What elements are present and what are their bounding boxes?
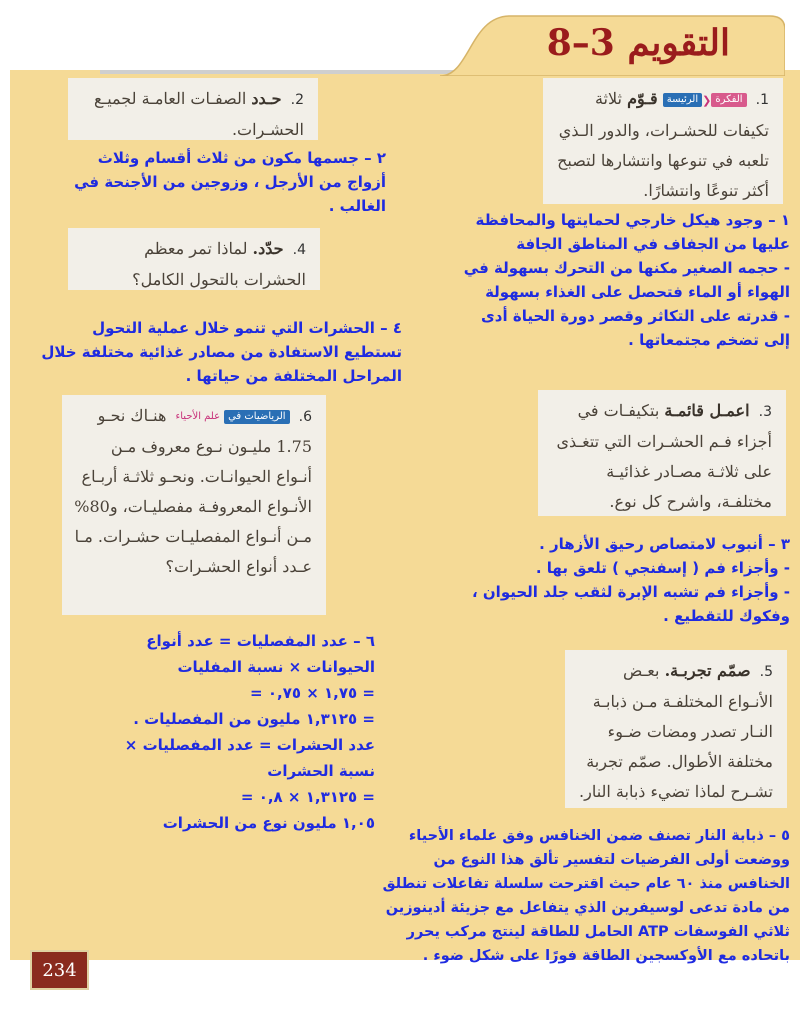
biology-badge: علم الأحياء: [175, 410, 221, 422]
question-6: [62, 395, 326, 615]
question-1: [543, 78, 783, 204]
question-text: بعـض الأنـواع المختلفـة مـن ذبابـة النـار تصدر ومضات ضـوء مختلفة الأطوال. صمّم تجربة تشـرح لماذا تضيء ذبابة النار.: [579, 661, 773, 801]
answer-1: ١ – وجود هيكل خارجي لحمايتها والمحافظة عليها من الجفاف في المناطق الجافة - حجمه الصغير مكنها من التحرك بسهولة في الهواء أو الماء فتحصل على الغذاء بسهولة - قدرته على التكاثر وقصر دورة الحياة أدى إلى تضخم مجتمعاتها .: [463, 211, 790, 349]
main-idea-badge: الفكرة: [711, 93, 746, 107]
chevron-left-icon: ❮: [702, 94, 712, 107]
question-text: الصفـات العامـة لجميـع الحشـرات.: [94, 89, 304, 139]
question-number: 4.: [292, 242, 306, 258]
question-verb: صمّم تجربـة.: [664, 661, 751, 680]
main-idea-badge-2: الرئيسة: [663, 93, 702, 107]
page-title: التقويم 3–8: [546, 22, 730, 64]
answer-6: ٦ – عدد المفصليات = عدد أنواع الحيوانات × نسبة المفليات = ١,٧٥ × ٠,٧٥ = = ١,٣١٢٥ مليون من المفصليات . عدد الحشرات = عدد المفصليات × نسبة الحشرات = ١,٣١٢٥ × ٠,٨ = ١,٠٥ مليون نوع من الحشرات: [124, 632, 375, 832]
page-number: 234: [30, 950, 89, 990]
math-in-biology-badge: الرياضيات في: [224, 410, 289, 424]
question-verb: قـوّم: [627, 89, 658, 108]
answer-3: ٣ – أنبوب لامتصاص رحيق الأزهار . - وأجزاء فم ( إسفنجي ) تلعق بها . - وأجزاء فم تشبه الإبرة لثقب جلد الحيوان ، وفكوك للتقطيع .: [471, 535, 790, 625]
question-text: ثلاثة تكيفات للحشـرات، والدور الـذي تلعبه في تنوعها وانتشارها لتصبح أكثر تنوعًا وانتشارًا.: [557, 89, 769, 200]
question-number: 3.: [758, 404, 772, 420]
question-number: 1.: [755, 92, 769, 108]
question-verb: اعمـل قائمـة: [664, 401, 750, 420]
answer-4: ٤ – الحشرات التي تنمو خلال عملية التحول تستطيع الاستفادة من مصادر غذائية مختلفة خلال المراحل المختلفة من حياتها .: [41, 319, 402, 385]
question-verb: حدّد.: [252, 239, 284, 258]
answer-2: ٢ – جسمها مكون من ثلاث أقسام وثلاث أزواج من الأرجل ، وزوجين من الأجنحة في الغالب .: [74, 149, 386, 215]
question-text: لماذا تمر معظم الحشرات بالتحول الكامل؟: [132, 239, 306, 289]
question-text: بتكيفـات في أجزاء فـم الحشـرات التي تتغـذى على ثلاثـة مصـادر غذائيـة مختلفـة، واشرح كل نوع.: [556, 401, 772, 511]
question-number: 6.: [298, 409, 312, 425]
question-2: [68, 78, 318, 140]
question-3: [538, 390, 786, 516]
question-text: هنـاك نحـو 1.75 مليـون نـوع معروف مـن أنـواع الحيوانـات. ونحـو ثلاثـة أربـاع الأنـواع المعروفـة مفصليـات، و80% مـن أنـواع المفصليـات حشـرات. مـا عـدد أنواع الحشـرات؟: [74, 406, 312, 576]
question-number: 5.: [759, 664, 773, 680]
question-verb: حـدد: [251, 89, 282, 108]
answer-5: ٥ – ذبابة النار تصنف ضمن الخنافس وفق علماء الأحياء ووضعت أولى الفرضيات لتفسير تألق هذا النوع من الخنافس منذ ٦٠ عام حيث اقترحت سلسلة تفاعلات تنطلق من مادة تدعى لوسيفرين الذي يتفاعل مع جزيئة أدينوزين ثلاثي الفوسفات ATP الحامل للطاقة لينتج مركب يحرر باتحاده مع الأوكسجين الطاقة فورًا على شكل ضوء .: [382, 828, 790, 964]
question-5: [565, 650, 787, 808]
header-rule: [100, 70, 480, 74]
question-4: [68, 228, 320, 290]
question-number: 2.: [290, 92, 304, 108]
